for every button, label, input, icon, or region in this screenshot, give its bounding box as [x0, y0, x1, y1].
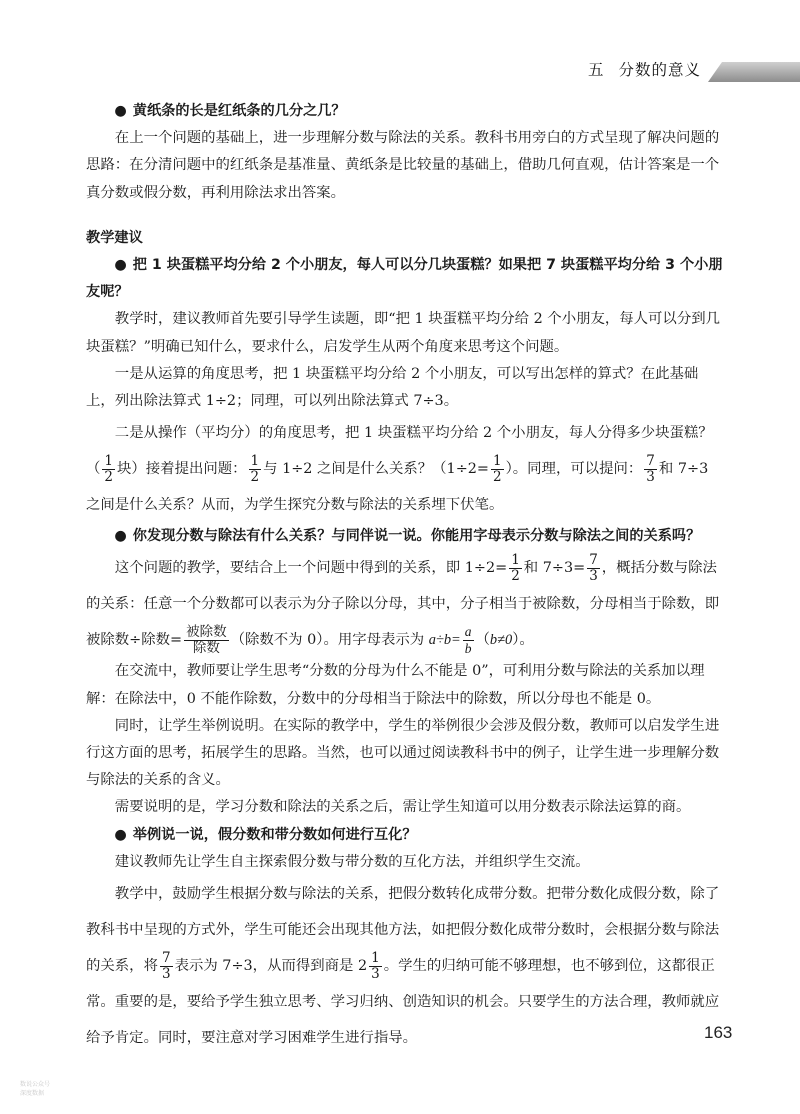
fraction-one-third: $\frac{1}{3}$ [371, 949, 380, 982]
section-title: 教学建议 [86, 229, 143, 246]
paragraph-with-fractions: 这个问题的教学，要结合上一个问题中得到的关系，即 1÷2= $\frac{1}{2}$ 和 7÷3= $\frac{7}{3}$ ，概括分数与除法的关系：任意一个分数都可以表示为分子除以分母，其中，分子相当于被除数，分母相当于除数，即被除数÷除数= $\frac{\text{被除数}}{\text{除数}}$ （除数不为 0）。用字母表示为 a÷b= $\frac{a}{b}$ （b≠0）。 [86, 551, 720, 656]
paragraph-with-fractions: 二是从操作（平均分）的角度思考，把 1 块蛋糕平均分给 2 个小朋友，每人分得多少块蛋糕？（ $\frac{1}{2}$ 块）接着提出问题： $\frac{1}{2}$ 与 1÷2 之间是什么关系？（1÷2= $\frac{1}{2}$ ）。同理，可以提问： $\frac{7}{3}$ 和 7÷3 之间是什么关系？从而，为学生探究分数与除法的关系埋下伏笔。 [86, 425, 713, 514]
page-number: 163 [704, 1023, 733, 1042]
fraction-seven-thirds: $\frac{7}{3}$ [646, 452, 655, 485]
bullet-icon: ● [114, 103, 127, 119]
paragraph: 同时，让学生举例说明。在实际的教学中，学生的举例很少会涉及假分数，教师可以启发学生进行这方面的思考，拓展学生的思路。当然，也可以通过阅读教科书中的例子，让学生进一步理解分数与除法的关系的含义。 [86, 717, 720, 789]
paragraph: 需要说明的是，学习分数和除法的关系之后，需让学生知道可以用分数表示除法运算的商。 [114, 799, 691, 816]
chapter-title: 分数的意义 [618, 61, 702, 79]
fraction-seven-thirds: $\frac{7}{3}$ [161, 949, 171, 982]
question-heading-1: ● 黄纸条的长是红纸条的几分之几？ [114, 103, 346, 119]
bullet-icon: ● [114, 528, 127, 545]
fraction-dividend-over-divisor: $\frac{\text{被除数}}{\text{除数}}$ [186, 623, 227, 656]
fraction-one-half: $\frac{1}{2}$ [492, 452, 502, 485]
bullet-icon: ● [114, 826, 127, 843]
paragraph: 建议教师先让学生自主探索假分数与带分数的互化方法，并组织学生交流。 [114, 853, 590, 870]
paragraph: 一是从运算的角度思考，把 1 块蛋糕平均分给 2 个小朋友，可以写出怎样的算式？在此基础上，列出除法算式 1÷2；同理，可以列出除法算式 7÷3。 [86, 365, 699, 410]
paragraph: 在交流中，教师要让学生思考“分数的分母为什么不能是 0”，可利用分数与除法的关系加以理解：在除法中，0 不能作除数，分数中的分母相当于除法中的除数，所以分母也不能是 0。 [86, 663, 705, 707]
chapter-number: 五 [588, 61, 605, 79]
question-heading-2: ● 把 1 块蛋糕平均分给 2 个小朋友，每人可以分几块蛋糕？如果把 7 块蛋糕平均分给 3 个小朋友呢？ [86, 257, 723, 301]
question-heading-3: ● 你发现分数与除法有什么关系？与同伴说一说。你能用字母表示分数与除法之间的关系吗？ [114, 528, 701, 545]
chapter-header [588, 58, 701, 80]
paragraph: 教学时，建议教师首先要引导学生读题，即“把 1 块蛋糕平均分给 2 个小朋友，每人可以分到几块蛋糕？”明确已知什么，要求什么，启发学生从两个角度来思考这个问题。 [86, 311, 721, 355]
fraction-one-half: $\frac{1}{2}$ [250, 452, 260, 485]
paragraph: 在上一个问题的基础上，进一步理解分数与除法的关系。教科书用旁白的方式呈现了解决问题的思路：在分清问题中的红纸条是基准量、黄纸条是比较量的基础上，借助几何直观，估计答案是一个真分数或假分数，再利用除法求出答案。 [86, 130, 720, 201]
bullet-icon: ● [114, 257, 127, 274]
fraction-one-half: $\frac{1}{2}$ [104, 452, 113, 485]
question-heading-4: ● 举例说一说，假分数和带分数如何进行互化？ [114, 826, 417, 843]
fraction-one-half: $\frac{1}{2}$ [511, 551, 520, 584]
fraction-a-over-b: $\frac{a}{b}$ [464, 623, 472, 656]
fraction-seven-thirds: $\frac{7}{3}$ [589, 551, 598, 584]
page-body [86, 98, 724, 1056]
header-tab-decoration [708, 62, 800, 82]
watermark-logo: 数说公众号 深度数据 [20, 1081, 51, 1097]
paragraph-with-fractions: 教学中，鼓励学生根据分数与除法的关系，把假分数转化成带分数。把带分数化成假分数，除了教科书中呈现的方式外，学生可能还会出现其他方法，如把假分数化成带分数时，会根据分数与除法的关系，将 $\frac{7}{3}$ 表示为 7÷3，从而得到商是 2 $\frac{1}{3}$ 。学生的归纳可能不够理想，也不够到位，这都很正常。重要的是，要给予学生独立思考、学习归纳、创造知识的机会。只要学生的方法合理，教师就应给予肯定。同时，要注意对学习困难学生进行指导。 [86, 886, 720, 1047]
